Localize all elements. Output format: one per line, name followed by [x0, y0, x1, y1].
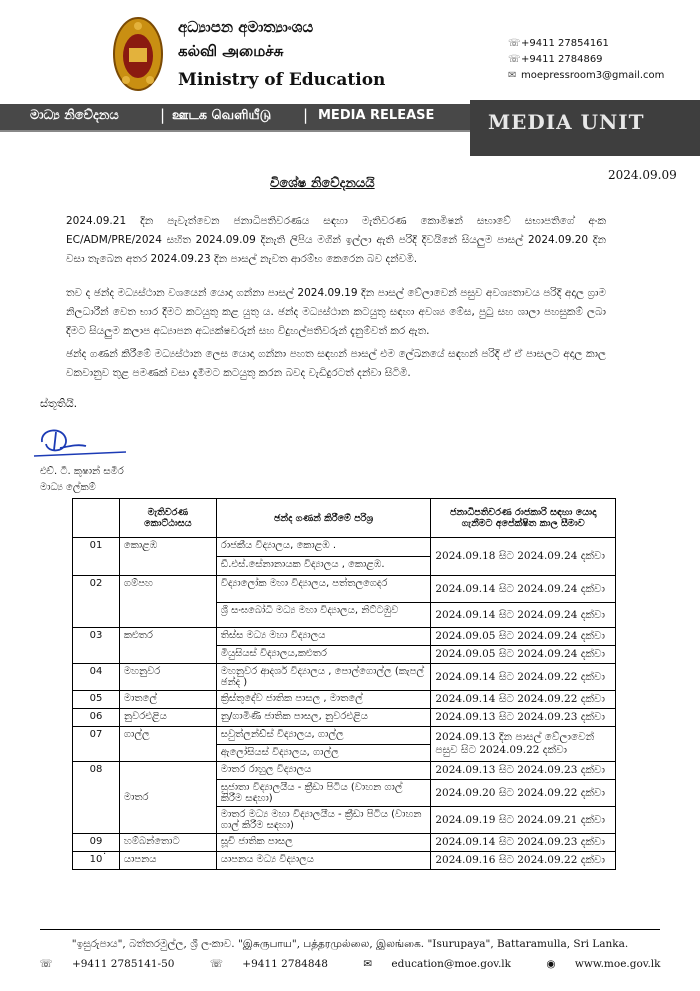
- ministry-name-tamil: கல்வி அமைச்சு: [178, 42, 284, 60]
- row-district: නුවරඑළිය: [119, 709, 216, 727]
- table-row: [73, 691, 616, 709]
- banner-separator: |: [160, 106, 166, 124]
- row-school: ඇලෝසියස් විද්‍යාලය, ගාල්ල: [216, 745, 431, 762]
- row-number: 05: [73, 691, 120, 709]
- table-row: [73, 709, 616, 727]
- table-row: [73, 727, 616, 745]
- footer-phone-2: ☏ +9411 2784848: [209, 958, 328, 970]
- row-number: 03: [73, 628, 120, 664]
- signer-role: මාධ්‍ය ලේකම්: [40, 482, 96, 493]
- row-period: 2024.09.16 සිට 2024.09.22 දක්වා: [431, 852, 616, 870]
- web-icon: ◉: [546, 958, 559, 970]
- signer-name: එච්. ටී. කුෂාන් සමීර: [40, 466, 124, 477]
- table-row: [73, 664, 616, 691]
- header-district: මැතිවරණ කොට්ඨාසය: [119, 499, 216, 538]
- notice-paragraph-1: 2024.09.21 දින පැවැත්වෙන ජනාධිපතිවරණය සඳහා මැතිවරණ කොමිෂන් සභාවේ සභාපතිගේ අංක EC/ADM/PRE/2024 සහිත 2024.09.09 දිනැති ලිපිය මගින් ඉල්ලා ඇති පරිදි දිවයිනේ සියලුම පාසල් 2024.09.20 දින වසා තැබෙන අතර 2024.09.23 දින පාසල් නැවත ආරම්භ කෙරෙන බව දන්වමි.: [66, 215, 606, 265]
- row-school: සූචි ජාතික පාසල: [216, 834, 431, 852]
- row-district: හම්බන්තොට: [119, 834, 216, 852]
- row-period: 2024.09.14 සිට 2024.09.22 දක්වා: [431, 664, 616, 691]
- row-number: 01: [73, 538, 120, 576]
- header-school: ඡන්ද ගණන් කිරීමේ පරිශ්‍ර: [216, 499, 431, 538]
- banner-label-tamil: ஊடக வெளியீடு: [172, 108, 272, 123]
- row-school: විද්‍යාලෝක මහා විද්‍යාලය, පත්තලගෙදර: [216, 576, 431, 603]
- ministry-name-english: Ministry of Education: [178, 70, 386, 90]
- row-period: 2024.09.20 සිට 2024.09.22 දක්වා: [431, 780, 616, 807]
- row-school: රාජකීය විද්‍යාලය, කොළඹ .: [216, 538, 431, 557]
- banner-label-sinhala: මාධ්‍ය නිවේදනය: [30, 108, 119, 123]
- notice-date: 2024.09.09: [608, 168, 677, 182]
- table-header-row: [73, 499, 616, 538]
- table-row: [73, 852, 616, 870]
- row-period: 2024.09.14 සිට 2024.09.24 දක්වා: [431, 576, 616, 603]
- banner-separator: |: [303, 106, 309, 124]
- header-period: ජනාධිපතිවරණ රාජකාරි සඳහා යොදා ගැනීමට අපේක්ෂිත කාල සීමාව: [431, 499, 616, 538]
- row-school: ඩී.එස්.සේනානායක විද්‍යාලය , කොළඹ.: [216, 557, 431, 576]
- footer-address: "ඉසුරුපාය", බත්තරමුල්ල, ශ්‍රී ලංකාව. "இசுருபாய", பத்தரமுல்லை, இலங்கை. "Isurupaya", Battaramulla, Sri Lanka.: [71, 938, 629, 950]
- row-school: මාතර රාහුල විද්‍යාලය: [216, 762, 431, 780]
- row-district: ගම්පහ: [119, 576, 216, 628]
- counting-centres-table: [72, 498, 616, 870]
- row-school: ක්‍රිස්තුදේව ජාතික පාසල , මාතලේ: [216, 691, 431, 709]
- email-icon: ✉: [363, 958, 376, 970]
- row-number: 09: [73, 834, 120, 852]
- email-icon: ✉: [508, 70, 517, 81]
- header-no: [73, 499, 120, 538]
- row-district: යාපනය: [119, 852, 216, 870]
- footer-divider: [40, 929, 660, 930]
- table-row: [73, 628, 616, 646]
- media-release-banner: [0, 100, 700, 156]
- footer-email: ✉ education@moe.gov.lk: [363, 958, 512, 970]
- row-number: 10: [73, 852, 120, 870]
- row-district: මාතලේ: [119, 691, 216, 709]
- row-school: ශ්‍රී සංඝබෝධි මධ්‍ය මහා විද්‍යාලය, නිට්ටඹුව: [216, 603, 431, 628]
- row-district: කළුතර: [119, 628, 216, 664]
- footer-web: ◉ www.moe.gov.lk: [546, 958, 661, 970]
- media-unit-label: MEDIA UNIT: [488, 110, 645, 134]
- row-school: සවුත්ලන්ඩ්ස් විද්‍යාලය, ගාල්ල: [216, 727, 431, 745]
- banner-label-english: MEDIA RELEASE: [318, 108, 435, 123]
- contact-phone-2: ☏+9411 2784869: [508, 54, 603, 65]
- signature: [30, 420, 130, 462]
- footer-phone-1: ☏ +9411 2785141-50: [39, 958, 175, 970]
- row-period: 2024.09.13 සිට 2024.09.23 දක්වා: [431, 709, 616, 727]
- row-school: නු/ගාමිණි ජාතික පාසල, නුවරඑළිය: [216, 709, 431, 727]
- row-school: මහනුවර ආදර්ශ විද්‍යාලය , පොල්ගොල්ල (කැපල් ඡන්ද ): [216, 664, 431, 691]
- row-period: 2024.09.13 සිට 2024.09.23 දක්වා: [431, 762, 616, 780]
- row-school: තිස්ස මධ්‍ය මහා විද්‍යාලය: [216, 628, 431, 646]
- phone-icon: ☏: [508, 54, 521, 65]
- phone-icon: ☏: [39, 958, 56, 970]
- row-period: 2024.09.18 සිට 2024.09.24 දක්වා: [431, 538, 616, 576]
- row-number: 08: [73, 762, 120, 834]
- row-school: මාතර මධ්‍ය මහා විද්‍යාලයීය - ක්‍රීඩා පිටිය (වාහන ගාල් කිරීම සඳහා): [216, 807, 431, 834]
- ministry-name-sinhala: අධ්‍යාපන අමාත්‍යාංශය: [178, 18, 314, 36]
- row-period: 2024.09.19 සිට 2024.09.21 දක්වා: [431, 807, 616, 834]
- row-number: 04: [73, 664, 120, 691]
- notice-paragraph-3: ඡන්ද ගණන් කිරීමේ මධ්‍යස්ථාන ලෙස යොදා ගන්නා පහත සඳහන් පාසල් එම ලේඛනයේ සඳහන් පරිදි ඒ ඒ පාසලට අදාල කාල වකවානුව තුළ පමණක් වසා දැමීමට කටයුතු කරන බවද වැඩිදුරටත් දන්වා සිටිමි.: [66, 348, 606, 379]
- row-district: ගාල්ල: [119, 727, 216, 762]
- sri-lanka-emblem: [112, 14, 164, 92]
- table-row: [73, 834, 616, 852]
- thanks-text: ස්තූතියි.: [40, 397, 78, 410]
- row-number: 02: [73, 576, 120, 628]
- contact-phone-1: ☏+9411 27854161: [508, 38, 609, 49]
- banner-stripe: [0, 130, 470, 132]
- footer-contacts: [0, 958, 700, 970]
- row-period: 2024.09.13 දින පාසල් වේලාවෙන් පසුව සිට 2024.09.22 දක්වා: [431, 727, 616, 762]
- notice-title: විශේෂ නිවේදනයයි: [270, 176, 375, 191]
- row-period: 2024.09.14 සිට 2024.09.22 දක්වා: [431, 691, 616, 709]
- row-school: යාපනය මධ්‍ය විද්‍යාලය: [216, 852, 431, 870]
- row-period: 2024.09.14 සිට 2024.09.24 දක්වා: [431, 603, 616, 628]
- row-school: මියුසියස් විද්‍යාලය,කළුතර: [216, 646, 431, 664]
- table-row: [73, 538, 616, 557]
- row-number: 06: [73, 709, 120, 727]
- contact-email: ✉ moepressroom3@gmail.com: [508, 70, 665, 81]
- phone-icon: ☏: [209, 958, 227, 970]
- table-row: [73, 762, 616, 780]
- notice-paragraph-2: තව ද ඡන්ද මධ්‍යස්ථාන වශයෙන් යොදා ගන්නා පාසල් 2024.09.19 දින පාසල් වේලාවෙන් පසුව අවශ්‍යතාවය පරිදි අදාල ග්‍රාම නිලධාරීන් වෙත භාර දීමට කටයුතු කළ යුතු ය. ඡන්ද මධ්‍යස්ථාන කටයුතු සඳහා අවශ්‍ය මේස, පුටු සහ ශාලා පහසුකම් ලබා දීමට සියලුම කලාප අධ්‍යාපන අධ්‍යක්ෂවරුන් සහ විදුහල්පතිවරුන් දැනුම්වත් කර ඇත.: [66, 287, 606, 337]
- row-period: 2024.09.05 සිට 2024.09.24 දක්වා: [431, 646, 616, 664]
- row-district: කොළඹ: [119, 538, 216, 576]
- row-district: මාතර: [119, 762, 216, 834]
- row-number: 07: [73, 727, 120, 762]
- phone-icon: ☏: [508, 38, 521, 49]
- row-period: 2024.09.05 සිට 2024.09.24 දක්වා: [431, 628, 616, 646]
- table-row: [73, 576, 616, 603]
- row-school: සුජාතා විද්‍යාලයීය - ක්‍රීඩා පිටිය (වාහන ගාල් කිරීම සඳහා): [216, 780, 431, 807]
- row-period: 2024.09.14 සිට 2024.09.23 දක්වා: [431, 834, 616, 852]
- row-marker: .: [103, 846, 107, 857]
- row-district: මහනුවර: [119, 664, 216, 691]
